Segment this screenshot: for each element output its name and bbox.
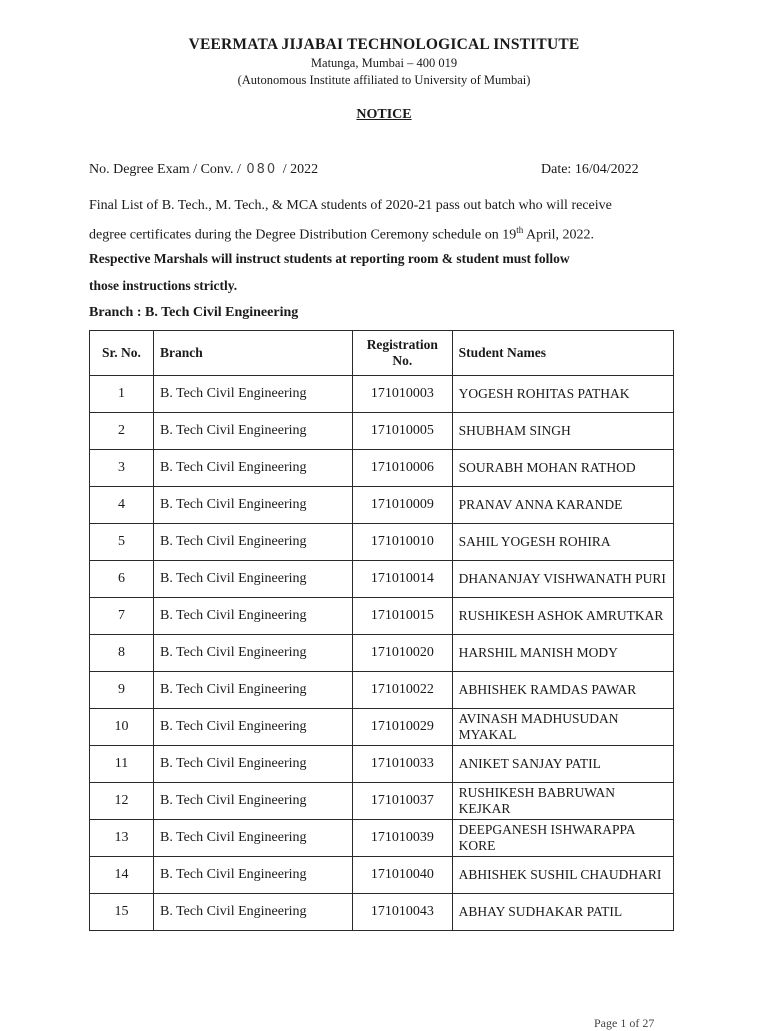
cell-student-name: SAHIL YOGESH ROHIRA [452, 524, 673, 561]
notice-title: NOTICE [356, 107, 412, 122]
cell-sr-no: 10 [90, 709, 154, 746]
table-row [90, 672, 674, 709]
cell-registration: 171010022 [353, 672, 453, 709]
cell-branch: B. Tech Civil Engineering [153, 487, 352, 524]
intro-line-2-end: April, 2022. [523, 227, 595, 243]
cell-student-name: ABHAY SUDHAKAR PATIL [452, 894, 673, 931]
intro-line-2-text: degree certificates during the Degree Distribution Ceremony schedule on 19 [89, 227, 517, 243]
cell-registration: 171010010 [353, 524, 453, 561]
cell-student-name: ABHISHEK RAMDAS PAWAR [452, 672, 673, 709]
table-row [90, 746, 674, 783]
cell-registration: 171010033 [353, 746, 453, 783]
cell-student-name: ABHISHEK SUSHIL CHAUDHARI [452, 857, 673, 894]
cell-branch: B. Tech Civil Engineering [153, 857, 352, 894]
table-row [90, 524, 674, 561]
cell-student-name: PRANAV ANNA KARANDE [452, 487, 673, 524]
table-body [90, 376, 674, 931]
cell-branch: B. Tech Civil Engineering [153, 524, 352, 561]
cell-registration: 171010005 [353, 413, 453, 450]
cell-sr-no: 9 [90, 672, 154, 709]
cell-branch: B. Tech Civil Engineering [153, 672, 352, 709]
header-sr-no: Sr. No. [90, 331, 154, 376]
cell-registration: 171010020 [353, 635, 453, 672]
cell-sr-no: 11 [90, 746, 154, 783]
table-row [90, 783, 674, 820]
branch-label: Branch : B. Tech Civil Engineering [89, 305, 299, 320]
handwritten-number: 080 [246, 162, 278, 177]
table-row [90, 857, 674, 894]
cell-branch: B. Tech Civil Engineering [153, 746, 352, 783]
cell-sr-no: 1 [90, 376, 154, 413]
page-number: Page 1 of 27 [594, 1016, 655, 1030]
table-row [90, 450, 674, 487]
header-branch: Branch [153, 331, 352, 376]
cell-sr-no: 5 [90, 524, 154, 561]
cell-sr-no: 14 [90, 857, 154, 894]
institute-affiliation: (Autonomous Institute affiliated to University of Mumbai) [237, 73, 531, 87]
cell-registration: 171010040 [353, 857, 453, 894]
table-row [90, 376, 674, 413]
cell-sr-no: 15 [90, 894, 154, 931]
cell-sr-no: 12 [90, 783, 154, 820]
intro-line-1: Final List of B. Tech., M. Tech., & MCA students of 2020-21 pass out batch who will receive [89, 198, 612, 213]
student-table [89, 330, 674, 931]
institute-address: Matunga, Mumbai – 400 019 [310, 56, 458, 70]
table-row [90, 561, 674, 598]
cell-student-name: AVINASH MADHUSUDAN MYAKAL [452, 709, 673, 746]
cell-registration: 171010015 [353, 598, 453, 635]
cell-branch: B. Tech Civil Engineering [153, 561, 352, 598]
cell-student-name: SHUBHAM SINGH [452, 413, 673, 450]
cell-registration: 171010037 [353, 783, 453, 820]
table-row [90, 709, 674, 746]
cell-registration: 171010039 [353, 820, 453, 857]
header-registration: Registration No. [353, 331, 453, 376]
notice-date: Date: 16/04/2022 [541, 162, 639, 177]
table-row [90, 894, 674, 931]
cell-sr-no: 13 [90, 820, 154, 857]
cell-student-name: ANIKET SANJAY PATIL [452, 746, 673, 783]
instruction-line-1: Respective Marshals will instruct students at reporting room & student must follow [89, 251, 570, 266]
cell-student-name: HARSHIL MANISH MODY [452, 635, 673, 672]
cell-student-name: DEEPGANESH ISHWARAPPA KORE [452, 820, 673, 857]
cell-student-name: RUSHIKESH BABRUWAN KEJKAR [452, 783, 673, 820]
intro-line-2 [89, 225, 689, 244]
table-row [90, 413, 674, 450]
table-row [90, 820, 674, 857]
reference-prefix: No. Degree Exam / Conv. / [89, 162, 241, 177]
table-row [90, 598, 674, 635]
cell-branch: B. Tech Civil Engineering [153, 413, 352, 450]
ordinal-suffix: th [516, 225, 524, 235]
cell-sr-no: 2 [90, 413, 154, 450]
cell-branch: B. Tech Civil Engineering [153, 783, 352, 820]
header-student-names: Student Names [452, 331, 673, 376]
reference-number [89, 162, 318, 178]
cell-sr-no: 4 [90, 487, 154, 524]
instruction-line-2: those instructions strictly. [89, 278, 238, 293]
institute-name: VEERMATA JIJABAI TECHNOLOGICAL INSTITUTE [188, 36, 580, 53]
cell-branch: B. Tech Civil Engineering [153, 450, 352, 487]
cell-sr-no: 7 [90, 598, 154, 635]
table-header-row [90, 331, 674, 376]
cell-branch: B. Tech Civil Engineering [153, 820, 352, 857]
cell-registration: 171010014 [353, 561, 453, 598]
cell-sr-no: 6 [90, 561, 154, 598]
cell-student-name: SOURABH MOHAN RATHOD [452, 450, 673, 487]
table-row [90, 635, 674, 672]
cell-registration: 171010029 [353, 709, 453, 746]
cell-student-name: YOGESH ROHITAS PATHAK [452, 376, 673, 413]
cell-sr-no: 8 [90, 635, 154, 672]
cell-branch: B. Tech Civil Engineering [153, 709, 352, 746]
reference-suffix: / 2022 [282, 162, 319, 177]
cell-registration: 171010003 [353, 376, 453, 413]
cell-branch: B. Tech Civil Engineering [153, 598, 352, 635]
cell-branch: B. Tech Civil Engineering [153, 894, 352, 931]
cell-student-name: RUSHIKESH ASHOK AMRUTKAR [452, 598, 673, 635]
cell-branch: B. Tech Civil Engineering [153, 376, 352, 413]
cell-sr-no: 3 [90, 450, 154, 487]
table-row [90, 487, 674, 524]
cell-registration: 171010043 [353, 894, 453, 931]
cell-branch: B. Tech Civil Engineering [153, 635, 352, 672]
cell-registration: 171010009 [353, 487, 453, 524]
cell-registration: 171010006 [353, 450, 453, 487]
cell-student-name: DHANANJAY VISHWANATH PURI [452, 561, 673, 598]
